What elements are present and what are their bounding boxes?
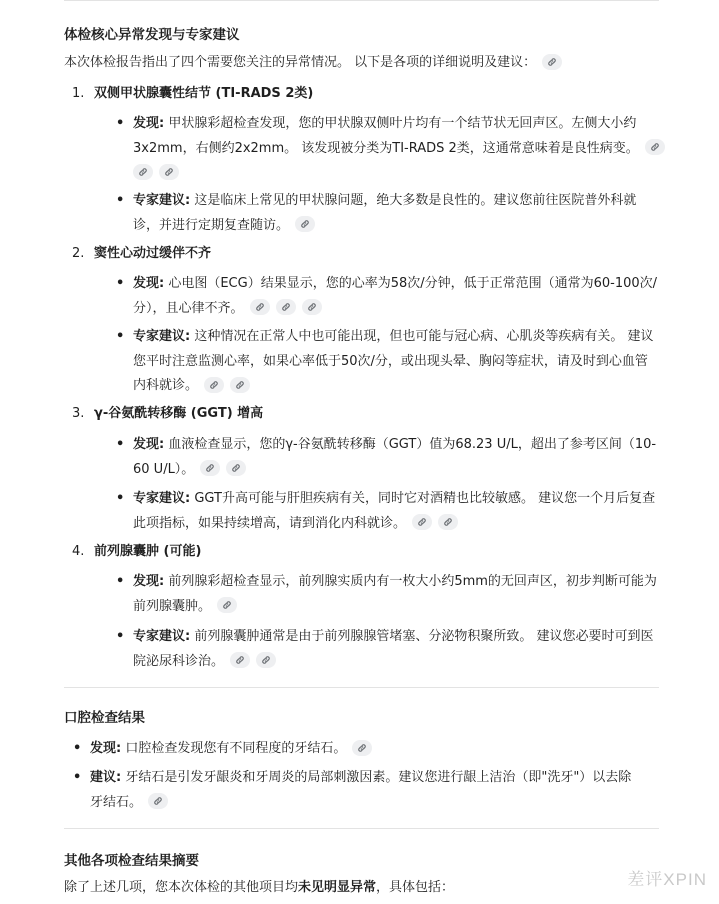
finding-2-detail: • 发现: 心电图（ECG）结果显示，您的心率为58次/分钟，低于正常范围（通常为60-100次/ 分），且心律不齐。 [116,276,658,316]
finding-1-detail: • 发现: 甲状腺彩超检查发现，您的甲状腺双侧叶片均有一个结节状无回声区。左侧大小约 3x2mm，右侧约2x2mm。 该发现被分类为TI-RADS 2类，这通常意味着是良性病变。 [133,112,693,186]
source-link-icon[interactable] [645,139,665,155]
section-divider [64,828,659,829]
source-link-icon[interactable] [226,460,246,476]
source-link-icon[interactable] [204,377,224,393]
source-link-icon[interactable] [133,164,153,180]
source-link-icon[interactable] [230,652,250,668]
finding-1-advice: • 专家建议: 这是临床上常见的甲状腺问题，绝大多数是良性的。建议您前往医院普外科就 诊，并进行定期复查随访。 [116,193,637,233]
source-link-icon[interactable] [200,460,220,476]
source-link-icon[interactable] [412,514,432,530]
source-link-icon[interactable] [352,740,372,756]
source-link-icon[interactable] [230,377,250,393]
oral-finding: • 发现: 口腔检查发现您有不同程度的牙结石。 [90,737,665,762]
section-title-core-findings: 体检核心异常发现与专家建议 [64,27,240,43]
other-results-intro: 除了上述几项，您本次体检的其他项目均未见明显异常，具体包括： [64,880,455,895]
finding-3-advice: • 专家建议: GGT升高可能与肝胆疾病有关，同时它对酒精也比较敏感。 建议您一个月后复查 此项指标，如果持续增高，请到消化内科就诊。 [116,491,656,531]
section-title-oral-exam: 口腔检查结果 [64,710,145,726]
top-divider [64,0,659,1]
finding-4-detail: • 发现: 前列腺彩超检查显示，前列腺实质内有一枚大小约5mm的无回声区，初步判断可能为 前列腺囊肿。 [116,574,657,614]
finding-3-title: 3. γ-谷氨酰转移酶 (GGT) 增高 [72,406,264,421]
source-link-icon[interactable] [302,299,322,315]
source-link-icon[interactable] [295,216,315,232]
finding-3-detail: • 发现: 血液检查显示，您的γ-谷氨酰转移酶（GGT）值为68.23 U/L，超出了参考区间（10- 60 U/L）。 [116,437,657,477]
source-link-icon[interactable] [250,299,270,315]
source-link-icon[interactable] [217,597,237,613]
finding-4-advice: • 专家建议: 前列腺囊肿通常是由于前列腺腺管堵塞、分泌物积聚所致。 建议您必要时可到医 院泌尿科诊治。 [116,629,654,669]
section-intro: 本次体检报告指出了四个需要您关注的异常情况。 以下是各项的详细说明及建议： [64,51,562,75]
source-link-icon[interactable] [276,299,296,315]
section-divider [64,687,659,688]
source-link-icon[interactable] [148,793,168,809]
watermark-text: 差评XPIN [627,870,707,889]
source-link-icon[interactable] [256,652,276,668]
source-link-icon[interactable] [542,54,562,70]
section-title-other-results: 其他各项检查结果摘要 [64,853,199,869]
finding-2-advice: • 专家建议: 这种情况在正常人中也可能出现，但也可能与冠心病、心肌炎等疾病有关。 建议 您平时注意监测心率，如果心率低于50次/分，或出现头晕、胸闷等症状，请及时到心血管 内科就诊。 [116,329,654,393]
oral-advice: • 建议: 牙结石是引发牙龈炎和牙周炎的局部刺激因素。建议您进行龈上洁治（即"洗牙"）以去除 牙结石。 [73,770,632,810]
finding-1-title: 1. 双侧甲状腺囊性结节 (TI-RADS 2类) [72,86,314,101]
source-link-icon[interactable] [438,514,458,530]
source-link-icon[interactable] [159,164,179,180]
finding-4-title: 4. 前列腺囊肿 (可能) [72,544,202,559]
finding-2-title: 2. 窦性心动过缓伴不齐 [72,246,212,261]
